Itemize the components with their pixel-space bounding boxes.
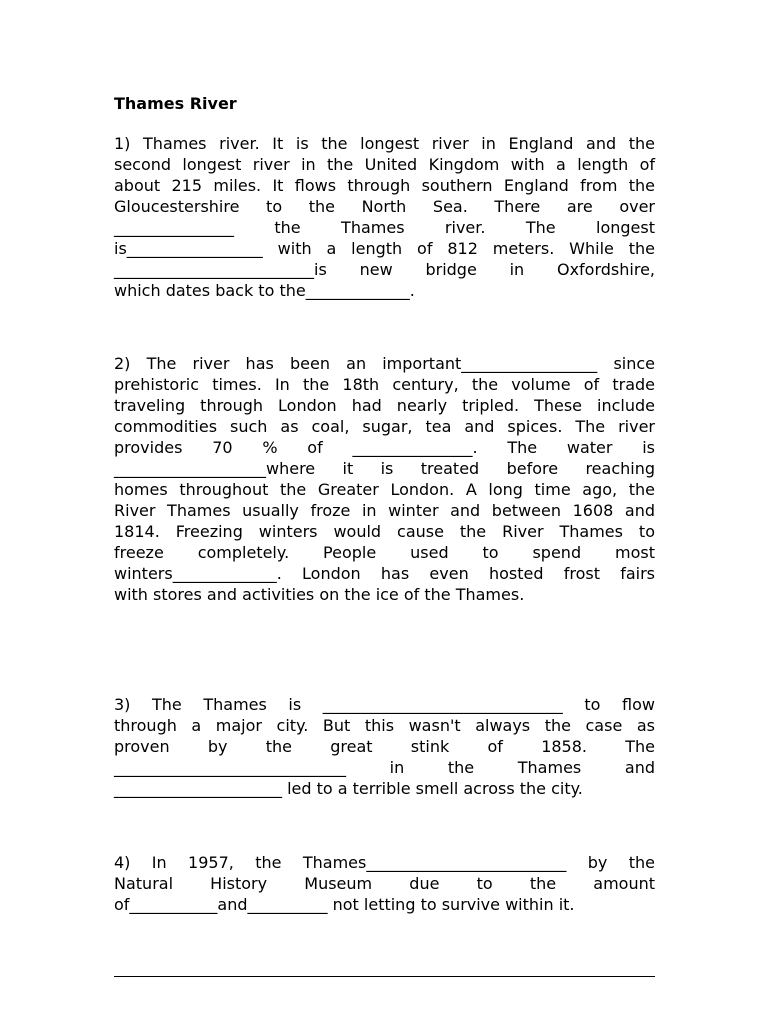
paragraph-2 — [114, 353, 655, 605]
paragraph-line: through a major city. But this wasn't always the case as — [114, 716, 655, 735]
paragraph-line: Gloucestershire to the North Sea. There are over — [114, 197, 655, 216]
paragraph-line: 1814. Freezing winters would cause the River Thames to — [114, 522, 655, 541]
paragraph-line: prehistoric times. In the 18th century, the volume of trade — [114, 375, 655, 394]
paragraph-line: _____________________ led to a terrible smell across the city. — [114, 779, 583, 798]
page-title: Thames River — [114, 94, 237, 113]
paragraph-line: 3) The Thames is ______________________________ to flow — [114, 695, 655, 714]
paragraph-line: of___________and__________ not letting to survive within it. — [114, 895, 575, 914]
paragraph-line: provides 70 % of _______________. The water is — [114, 438, 655, 457]
footer-rule — [114, 976, 655, 977]
paragraph-line: _______________ the Thames river. The longest — [114, 218, 655, 237]
paragraph-4 — [114, 852, 655, 915]
paragraph-line: _____________________________ in the Thames and — [114, 758, 655, 777]
paragraph-line: is_________________ with a length of 812 meters. While the — [114, 239, 655, 258]
paragraph-line: about 215 miles. It flows through southern England from the — [114, 176, 655, 195]
paragraph-line: freeze completely. People used to spend most — [114, 543, 655, 562]
paragraph-3 — [114, 694, 655, 799]
paragraph-1 — [114, 133, 655, 301]
paragraph-line: second longest river in the United Kingdom with a length of — [114, 155, 655, 174]
paragraph-line: 2) The river has been an important_________________ since — [114, 354, 655, 373]
paragraph-line: proven by the great stink of 1858. The — [114, 737, 655, 756]
paragraph-line: commodities such as coal, sugar, tea and spices. The river — [114, 417, 655, 436]
paragraph-line: traveling through London had nearly tripled. These include — [114, 396, 655, 415]
paragraph-line: 1) Thames river. It is the longest river in England and the — [114, 134, 655, 153]
paragraph-line: 4) In 1957, the Thames_________________________ by the — [114, 853, 655, 872]
paragraph-line: Natural History Museum due to the amount — [114, 874, 655, 893]
paragraph-line: River Thames usually froze in winter and between 1608 and — [114, 501, 655, 520]
paragraph-line: ___________________where it is treated before reaching — [114, 459, 655, 478]
paragraph-line: which dates back to the_____________. — [114, 281, 415, 300]
paragraph-line: homes throughout the Greater London. A long time ago, the — [114, 480, 655, 499]
paragraph-line: with stores and activities on the ice of the Thames. — [114, 585, 525, 604]
paragraph-line: _________________________is new bridge in Oxfordshire, — [114, 260, 655, 279]
paragraph-line: winters_____________. London has even hosted frost fairs — [114, 564, 655, 583]
